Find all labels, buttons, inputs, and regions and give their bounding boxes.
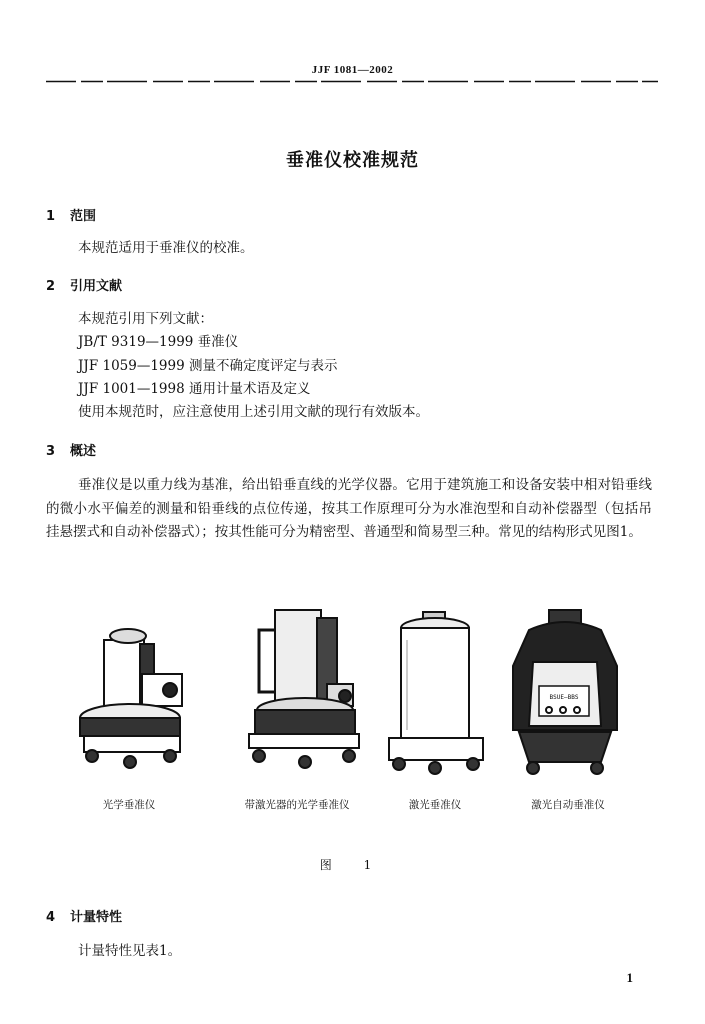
figure-caption: 激光垂准仪 — [408, 799, 462, 811]
section-heading-4: 4 计量特性 — [46, 910, 123, 925]
document-title: 垂准仪校准规范 — [286, 150, 419, 171]
section-heading-3: 3 概述 — [46, 444, 97, 459]
figure-caption: 激光自动垂准仪 — [531, 799, 605, 811]
metrology-paragraph: 计量特性见表1。 — [78, 943, 182, 959]
panel-label: BSUE—BBS — [549, 694, 579, 701]
figure-caption: 带激光器的光学垂准仪 — [244, 799, 350, 811]
laser-auto-plummet-illustration — [505, 600, 625, 785]
scope-paragraph: 本规范适用于垂准仪的校准。 — [78, 240, 254, 256]
reference-item: JB/T 9319—1999 垂准仪 — [78, 334, 239, 350]
overview-paragraph: 垂准仪是以重力线为基准，给出铅垂直线的光学仪器。它用于建筑施工和设备安装中相对铅垂线的微小水平偏差的测量和铅垂线的点位传递，按其工作原理可分为水准泡型和自动补偿器型（包括吊挂悬摆式和自动补偿器式）；按其性能可分为精密型、普通型和简易型三种。常见的结构形式见图1。 — [46, 477, 652, 540]
optical-plummet-with-laser-illustration — [235, 600, 365, 780]
header-rule — [46, 80, 658, 84]
references-intro: 本规范引用下列文献： — [78, 311, 213, 327]
reference-item: JJF 1001—1998 通用计量术语及定义 — [78, 381, 311, 397]
reference-item: JJF 1059—1999 测量不确定度评定与表示 — [78, 358, 338, 374]
references-note: 使用本规范时，应注意使用上述引用文献的现行有效版本。 — [78, 404, 429, 420]
page-number: 1 — [626, 970, 633, 985]
figure-caption: 光学垂准仪 — [102, 799, 156, 811]
figure-label: 图 1 — [319, 858, 386, 872]
section-heading-1: 1 范围 — [46, 209, 97, 224]
section-heading-2: 2 引用文献 — [46, 279, 123, 294]
optical-plummet-illustration — [70, 600, 190, 780]
laser-plummet-illustration — [375, 600, 495, 780]
document-code: JJF 1081—2002 — [311, 64, 394, 76]
